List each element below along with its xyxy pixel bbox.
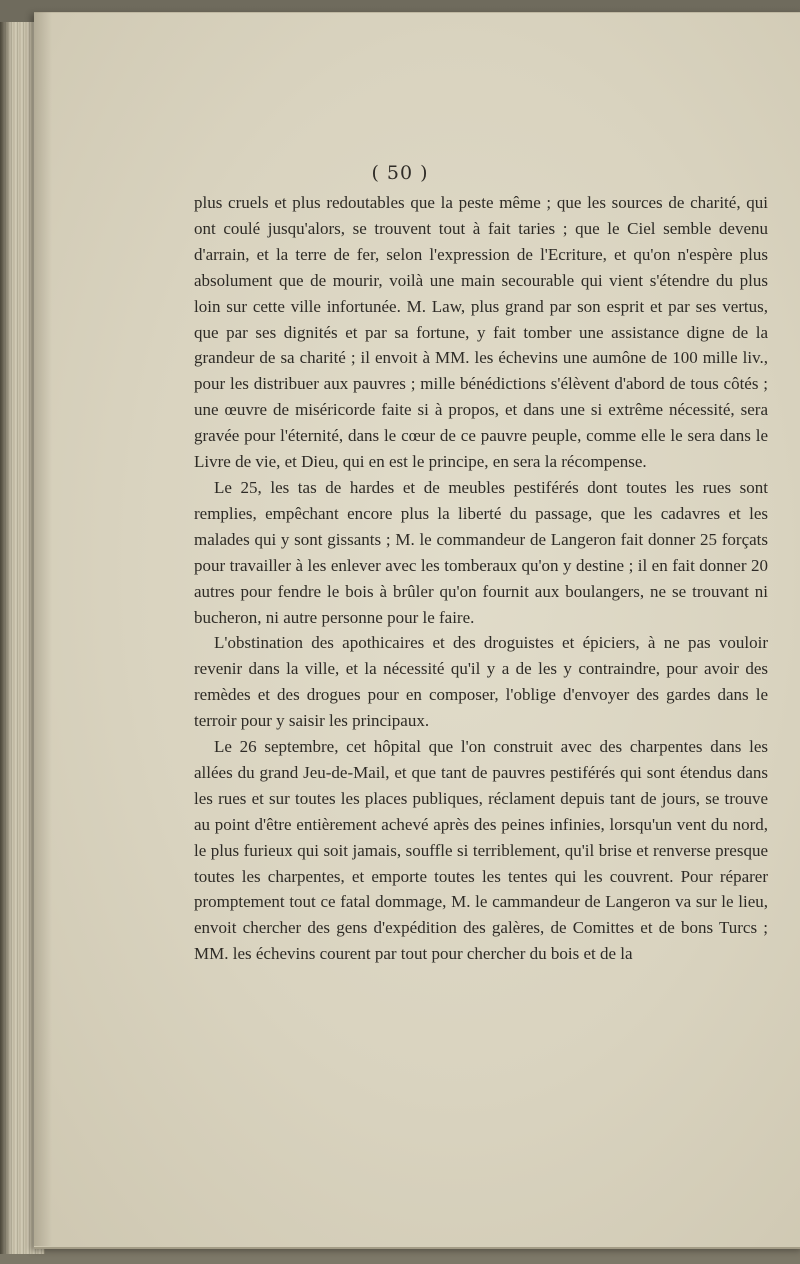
paragraph-2: Le 25, les tas de hardes et de meubles pestiférés dont toutes les rues sont remplies, empêchant encore plus la liberté du passage, que les cadavres et les malades qui y sont gissants ; M. le commandeur de Langeron fait donner 25 forçats pour travailler à les enlever avec les tomberaux qu'on y destine ; il en fait donner 20 autres pour fendre le bois à brûler qu'on fournit aux boulangers, ne se trouvant ni bucheron, ni autre personne pour le faire. bbox=[194, 477, 768, 627]
binding-shadow bbox=[0, 22, 12, 1254]
paragraph-3: L'obstination des apothicaires et des droguistes et épiciers, à ne pas vouloir revenir dans la ville, et la nécessité qu'il y a de les y contraindre, pour avoir des remèdes et des drogues pour en composer, l'oblige d'envoyer des gardes dans le terroir pour y saisir les principaux. bbox=[194, 633, 768, 731]
page-gutter-shade bbox=[34, 12, 52, 1246]
page-number: ( 50 ) bbox=[371, 162, 429, 184]
paragraph-4: Le 26 septembre, cet hôpital que l'on construit avec des charpentes dans les allées du grand Jeu-de-Mail, et que tant de pauvres pestiférés qui sont étendus dans les rues et sur toutes les places publiques, réclament depuis tant de jours, se trouve au point d'être entièrement achevé après des peines infinies, lorsqu'un vent du nord, le plus furieux qui soit jamais, souffle si terriblement, qu'il brise et renverse presque toutes les charpentes, et emporte toutes les tentes qui les couvrent. Pour réparer promptement tout ce fatal dommage, M. le cammandeur de Langeron va sur le lieu, envoit chercher des gens d'expédition des galères, de Comittes et de bons Turcs ; MM. les échevins courent par tout pour chercher du bois et de la bbox=[194, 737, 768, 964]
paragraph-1: plus cruels et plus redoutables que la peste même ; que les sources de charité, qui ont coulé jusqu'alors, se trouvent tout à fait taries ; que le Ciel semble devenu d'arrain, et la terre de fer, selon l'expression de l'Ecriture, et qu'on n'espère plus absolument que de mourir, voilà une main secourable qui vient s'étendre du plus loin sur cette ville infortunée. M. Law, plus grand par son esprit et par ses vertus, que par ses dignités et par sa fortune, y fait tomber une assistance digne de la grandeur de sa charité ; il envoit à MM. les échevins une aumône de 100 mille liv., pour les distribuer aux pauvres ; mille bénédictions s'élèvent d'abord de tous côtés ; une œuvre de miséricorde faite si à propos, et dans une si extrême nécessité, sera gravée pour l'éternité, dans le cœur de ce pauvre peuple, comme elle le sera dans le Livre de vie, et Dieu, qui en est le principe, en sera la récompense. bbox=[194, 193, 768, 472]
body-text bbox=[194, 190, 768, 967]
